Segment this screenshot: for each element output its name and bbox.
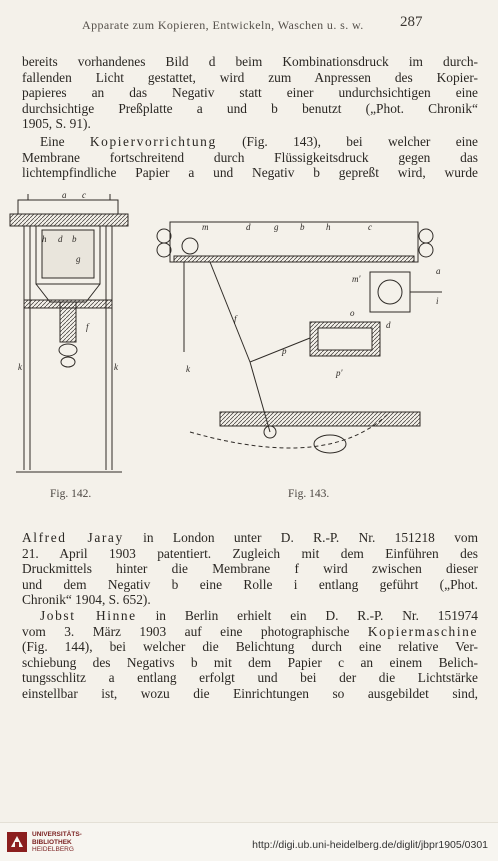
paragraph-3: [22, 530, 478, 608]
fig142-label: a: [62, 190, 67, 200]
fig142-label: g: [76, 254, 81, 264]
fig143-label: d: [386, 320, 391, 330]
text-line: [22, 608, 478, 624]
text-line: tungsschlitz a entlang erfolgt und bei der die Lichtstärke: [22, 670, 478, 685]
text-line: Druckmittels hinter die Membrane f wird zwischen dieser: [22, 561, 478, 576]
text-line: [22, 134, 478, 150]
fig143-label: h: [326, 222, 331, 232]
fig142-label: k: [18, 362, 22, 372]
fig143-label: i: [436, 296, 439, 306]
logo-line: HEIDELBERG: [32, 846, 74, 853]
fig142-label: k: [114, 362, 118, 372]
fig143-label: g: [274, 222, 279, 232]
text-line: 21. April 1903 patentiert. Zugleich mit dem Einführen des: [22, 545, 478, 561]
text-line: bereits vorhandenes Bild d beim Kombinationsdruck im durch-: [22, 54, 478, 69]
paragraph-1: [22, 54, 478, 132]
fig142-label: h: [42, 234, 47, 244]
fig143-label: f: [234, 314, 237, 324]
fig143-label: p: [282, 346, 287, 356]
figure-142-drawing: [6, 190, 136, 480]
logo-line: BIBLIOTHEK: [32, 838, 72, 846]
fig143-label: m': [352, 274, 361, 284]
spaced-term: Kopiervorrichtung: [89, 134, 217, 149]
text-line: durchsichtige Preßplatte a und b benutzt („Phot. Chronik“: [22, 100, 478, 116]
figure-area: [0, 190, 498, 500]
text-line: fallenden Licht gestattet, wird zum Anpressen des Kopier-: [22, 69, 478, 85]
library-logo-text: [32, 831, 82, 854]
fig143-label: a: [436, 266, 441, 276]
text-line: lichtempfindliche Papier a und Negativ b gepreßt wird, wurde: [22, 165, 478, 180]
running-title: Apparate zum Kopieren, Entwickeln, Waschen u. s. w.: [82, 18, 364, 32]
page-number: 287: [400, 14, 423, 30]
fig143-label: m: [202, 222, 209, 232]
text-line: papieres an das Negativ statt einer undurchsichtigen eine: [22, 85, 478, 100]
text-run: Eine: [40, 134, 90, 149]
fig142-label: f: [86, 322, 89, 332]
text-run: vom 3. März 1903 auf eine photographische: [22, 623, 368, 639]
fig142-label: c: [82, 190, 86, 200]
fig143-label: b: [300, 222, 305, 232]
figure-142-caption: Fig. 142.: [50, 488, 92, 500]
university-logo-icon: [6, 831, 28, 853]
text-line: 1905, S. 91).: [22, 116, 91, 131]
text-line: Chronik“ 1904, S. 652).: [22, 592, 151, 607]
text-run: (Fig. 143), bei welcher eine: [216, 134, 478, 149]
text-line: [22, 530, 478, 546]
person-name: Jobst Hinne: [40, 608, 137, 623]
text-run: in Berlin erhielt ein D. R.-P. Nr. 151974: [136, 608, 478, 623]
fig143-label: c: [368, 222, 372, 232]
figure-143-drawing: [150, 212, 450, 502]
text-line: [22, 624, 478, 640]
logo-line: UNIVERSITÄTS-: [32, 831, 82, 838]
fig142-label: d: [58, 234, 63, 244]
fig143-label: p': [336, 368, 343, 378]
figure-143-caption: Fig. 143.: [288, 488, 330, 500]
text-line: schiebung des Negativs b mit dem Papier c an einem Belich-: [22, 654, 478, 670]
text-line: einstellbar ist, wozu die Einrichtungen so ausgebildet sind,: [22, 685, 478, 701]
paragraph-2: [22, 134, 478, 181]
fig143-label: k: [186, 364, 190, 374]
text-line: Membrane fortschreitend durch Flüssigkeitsdruck gegen das: [22, 149, 478, 165]
person-name: Alfred Jaray: [22, 530, 124, 545]
text-run: in London unter D. R.-P. Nr. 151218 vom: [123, 530, 478, 545]
spaced-term: Kopiermaschine: [367, 623, 478, 639]
text-line: (Fig. 144), bei welcher die Belichtung durch eine relative Ver-: [22, 639, 478, 654]
fig143-label: o: [350, 308, 355, 318]
source-url-link[interactable]: http://digi.ub.uni-heidelberg.de/diglit/jbpr1905/0301: [252, 839, 488, 851]
paragraph-4: [22, 608, 478, 701]
fig142-label: b: [72, 234, 77, 244]
fig143-label: d: [246, 222, 251, 232]
text-line: und dem Negativ b eine Rolle i entlang geführt („Phot.: [22, 576, 478, 592]
footer-bar: [0, 822, 498, 861]
